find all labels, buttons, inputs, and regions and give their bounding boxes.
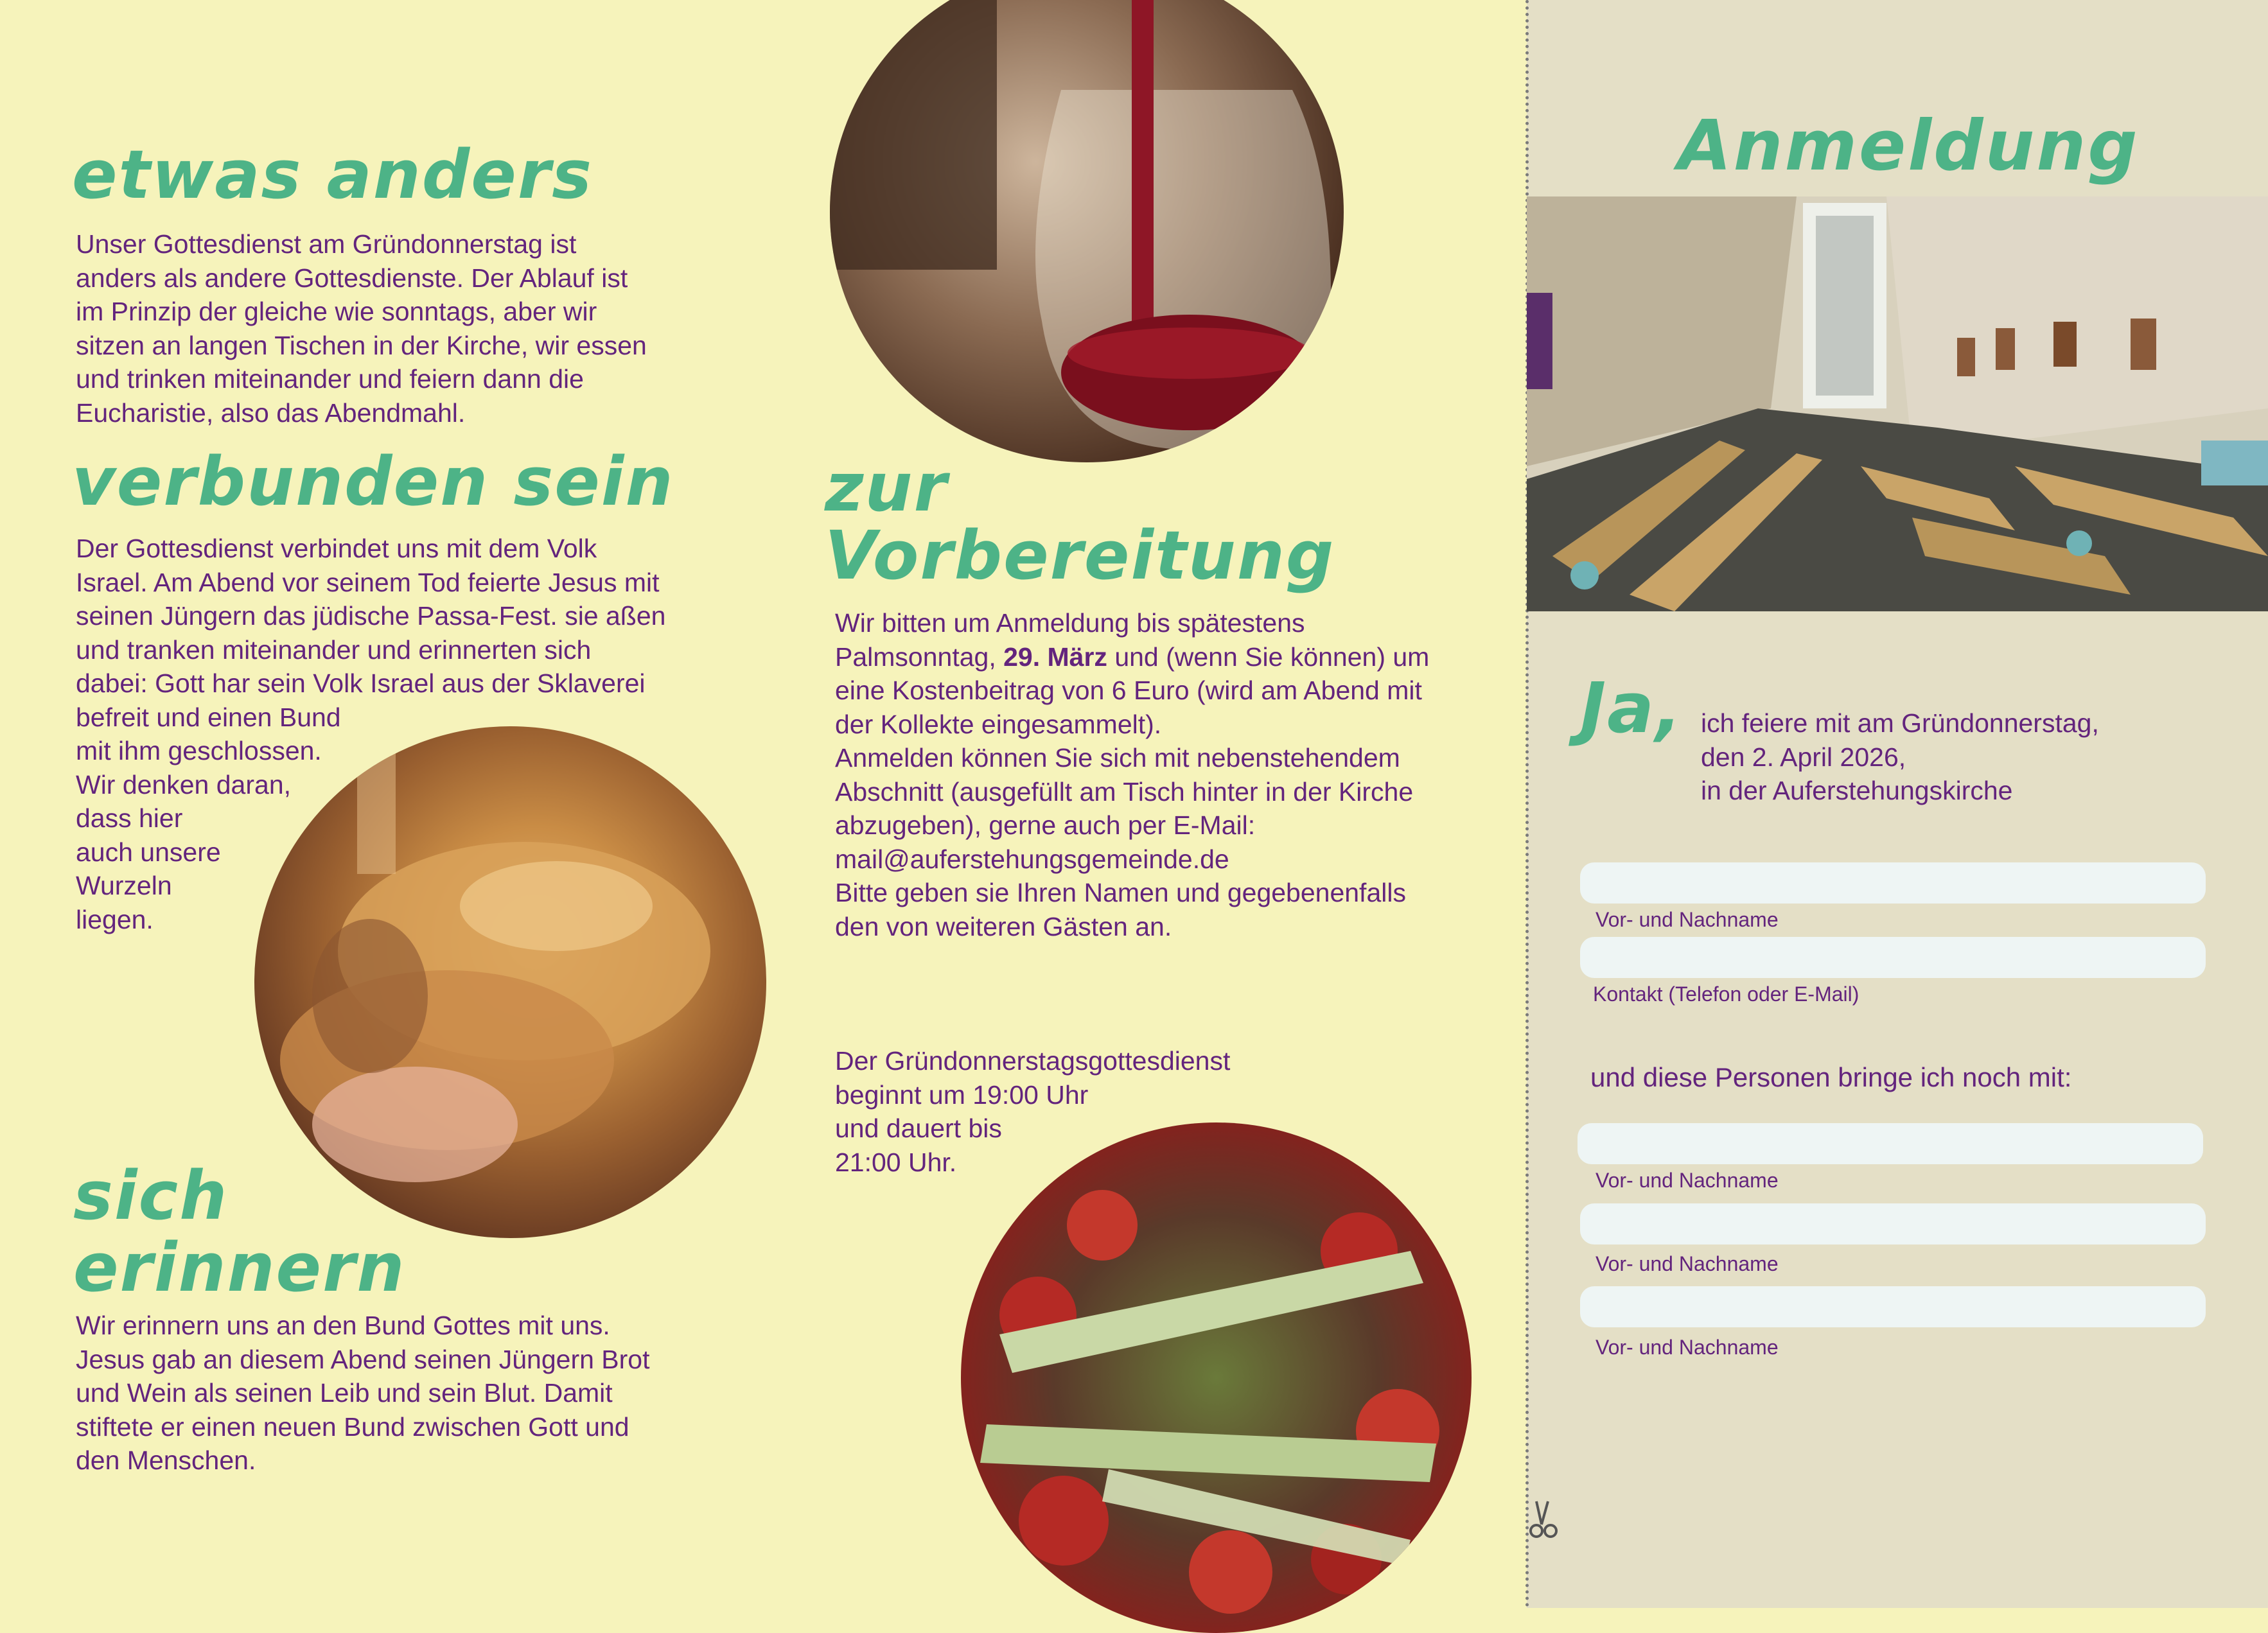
heading-verbunden-sein: verbunden sein xyxy=(72,442,674,521)
name-field-label: Vor- und Nachname xyxy=(1596,908,1779,931)
contact-field-label: Kontakt (Telefon oder E-Mail) xyxy=(1593,982,1859,1006)
heading-etwas-anders: etwas anders xyxy=(72,135,593,214)
heading-sich-erinnern: sich erinnern xyxy=(73,1157,406,1307)
contact-field[interactable] xyxy=(1580,937,2206,978)
church-hall-photo xyxy=(1527,196,2268,611)
scissors-icon xyxy=(1522,1499,1562,1539)
heading-zur-vorbereitung: zur Vorbereitung xyxy=(825,448,1335,595)
guests-text: und diese Personen bringe ich noch mit: xyxy=(1590,1062,2072,1092)
text-etwas-anders: Unser Gottesdienst am Gründonnerstag ist anders als andere Gottesdienste. Der Ablauf ist im Prinzip der gleiche wie sonntags, aber wir sitzen an langen Tischen in der Kirche, wir essen und trinken miteinander und feiern dann die Eucharistie, also das Abendmahl. xyxy=(76,229,647,428)
deadline-date: 29. März xyxy=(1003,642,1107,672)
text-verbunden-sein: Der Gottesdienst verbindet uns mit dem Volk Israel. Am Abend vor seinem Tod feierte Jesus mit seinen Jüngern das jüdische Passa-Fest. sie aßen und tranken miteinander und erinnerten sich dabei: Gott har sein Volk Israel aus der Sklaverei befreit und einen Bund mit ihm geschlossen. Wir denken daran, dass hier auch unsere Wurzeln liegen. xyxy=(76,534,666,934)
text-service-time: Der Gründonnerstagsgottesdienst beginnt um 19:00 Uhr und dauert bis 21:00 Uhr. xyxy=(835,1046,1231,1177)
guest-1-field[interactable] xyxy=(1578,1123,2203,1164)
guest-3-field[interactable] xyxy=(1580,1286,2206,1327)
confirm-text: ich feiere mit am Gründonnerstag, den 2. April 2026, in der Auferstehungskirche xyxy=(1701,708,2099,805)
church-hall-illustration xyxy=(1527,196,2268,611)
salad-illustration xyxy=(961,1122,1472,1633)
guest-2-field[interactable] xyxy=(1580,1203,2206,1244)
salad-photo xyxy=(961,1122,1472,1633)
guest-1-label: Vor- und Nachname xyxy=(1596,1169,1779,1192)
text-vorbereitung: Wir bitten um Anmeldung bis spätestens Palmsonntag, 29. März und (wenn Sie können) um eine Kostenbeitrag von 6 Euro (wird am Abend mit der Kollekte eingesammelt). Anmelden können Sie sich mit nebenstehendem Abschnitt (ausgefüllt am Tisch hinter in der Kirche abzugeben), gerne auch per E-Mail: mail@auferstehungsgemeinde.de Bitte geben sie Ihren Namen und gegebenenfalls den von weiteren Gästen an. xyxy=(835,608,1430,941)
text-sich-erinnern: Wir erinnern uns an den Bund Gottes mit uns. Jesus gab an diesem Abend seinen Jüngern Brot und Wein als seinen Leib und sein Blut. Damit stiftete er einen neuen Bund zwischen Gott und den Menschen. xyxy=(76,1311,650,1475)
ja-heading: Ja, xyxy=(1580,668,1683,749)
wine-illustration xyxy=(830,0,1344,462)
wine-photo xyxy=(830,0,1344,462)
name-field[interactable] xyxy=(1580,862,2206,904)
guest-3-label: Vor- und Nachname xyxy=(1596,1336,1779,1359)
guest-2-label: Vor- und Nachname xyxy=(1596,1252,1779,1275)
form-title: Anmeldung xyxy=(1678,106,2140,186)
